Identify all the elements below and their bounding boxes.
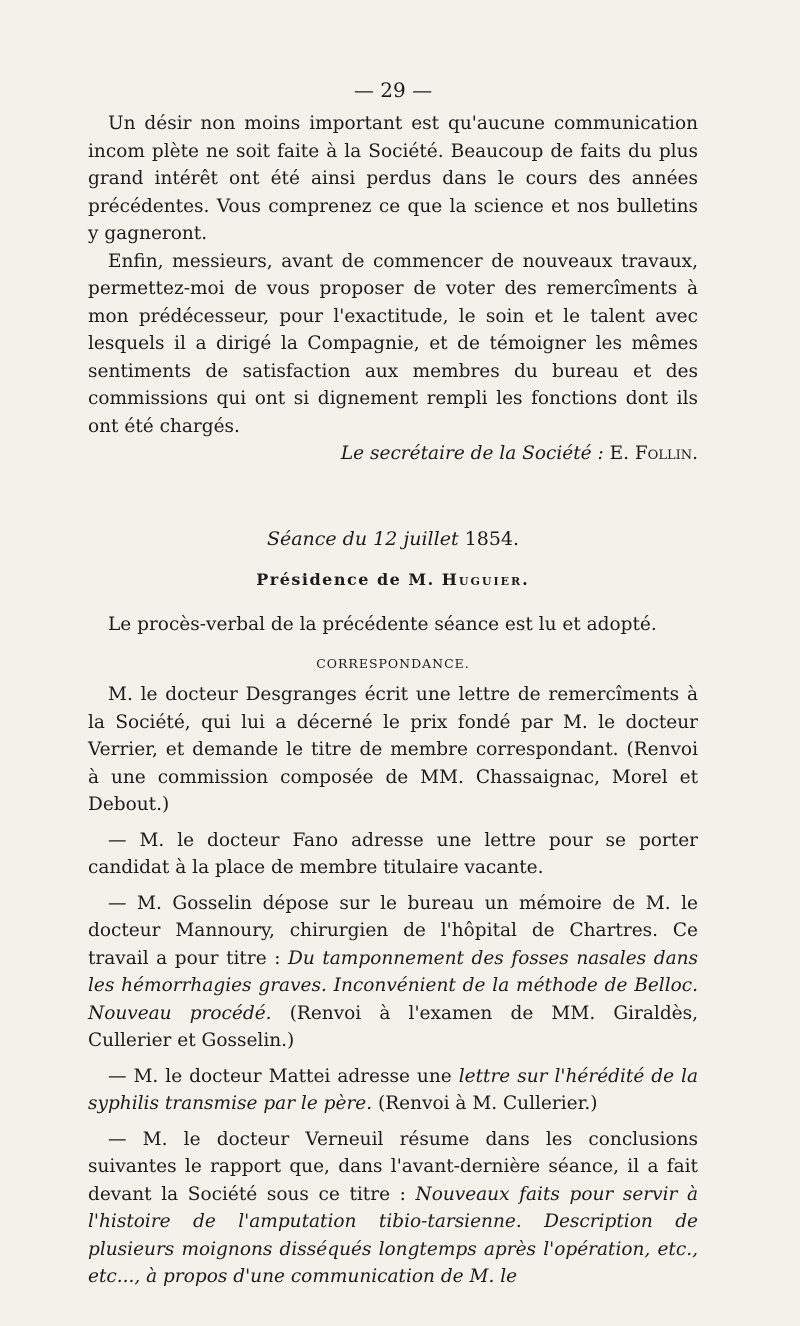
session-date: Séance du 12 juillet [266, 527, 459, 550]
item-desgranges: M. le docteur Desgranges écrit une lettre de remercîments à la Société, qui lui a décerné le prix fondé par M. le docteur Verrier, et demande le titre de membre correspondant. (Renvoi à une commission composée de MM. Chassaignac, Morel et Debout.) [88, 684, 698, 815]
presidency-name: Huguier. [441, 569, 530, 589]
item-fano: — M. le docteur Fano adresse une lettre pour se porter candidat à la place de membre titulaire vacante. [88, 829, 698, 878]
gosselin-title: Du tamponnement des fosses nasales dans les hémorrhagies graves. Inconvénient de la méthode de Belloc. Nouveau procédé. [88, 947, 699, 1024]
mattei-renvoi: (Renvoi à M. Cullerier.) [372, 1093, 598, 1114]
verneuil-title: Nouveaux faits pour servir à l'histoire de l'amputation tibio-tarsienne. Description de plusieurs moignons disséqués longtemps après l'opération, etc., etc..., à propos d'une communication de M. le [88, 1183, 699, 1287]
paragraph-remerciments: Enfin, messieurs, avant de commencer de nouveaux travaux, permettez-moi de vous proposer de voter des remercîments à mon prédécesseur, pour l'exactitude, le soin et le talent avec lesquels il a dirigé la Compagnie, et de témoigner les mêmes sentiments de satisfaction aux membres du bureau et des commissions qui ont si dignement rempli les fonctions dont ils ont été chargés. [88, 250, 698, 437]
signature-label: Le secrétaire de la Société : [340, 443, 604, 464]
page-number: — 29 — [353, 78, 433, 102]
secretary-signature [88, 440, 698, 468]
presidency-heading [88, 570, 698, 589]
mattei-title: lettre sur l'hérédité de la syphilis transmise par le père. [88, 1065, 699, 1114]
signature-name: E. Follin. [609, 443, 698, 464]
item-verneuil [88, 1126, 698, 1291]
item-mattei [88, 1063, 698, 1118]
presidency-label: Présidence de M. [256, 569, 435, 589]
item-gosselin [88, 890, 698, 1055]
correspondance-heading: CORRESPONDANCE. [316, 656, 470, 671]
page-content [88, 78, 698, 1291]
session-heading [88, 528, 698, 550]
mattei-text: — M. le docteur Mattei adresse une [108, 1065, 459, 1087]
gosselin-renvoi: (Renvoi à l'examen de MM. Giraldès, Cullerier et Gosselin.) [88, 1002, 698, 1051]
session-year: 1854. [464, 527, 520, 550]
gosselin-text: — M. Gosselin dépose sur le bureau un mémoire de M. le docteur Mannoury, chirurgien de l'hôpital de Chartres. Ce travail a pour titre : [88, 892, 698, 969]
verneuil-text: — M. le docteur Verneuil résume dans les conclusions suivantes le rapport que, dans l'avant-dernière séance, il a fait devant la Société sous ce titre : [88, 1128, 698, 1205]
proces-verbal: Le procès-verbal de la précédente séance est lu et adopté. [108, 613, 657, 635]
paragraph-communication: Un désir non moins important est qu'aucune communication incom plète ne soit faite à la Société. Beaucoup de faits du plus grand intérêt ont été ainsi perdus dans le cours des années précédentes. Vous comprenez ce que la science et nos bulletins y gagneront. [88, 113, 698, 244]
